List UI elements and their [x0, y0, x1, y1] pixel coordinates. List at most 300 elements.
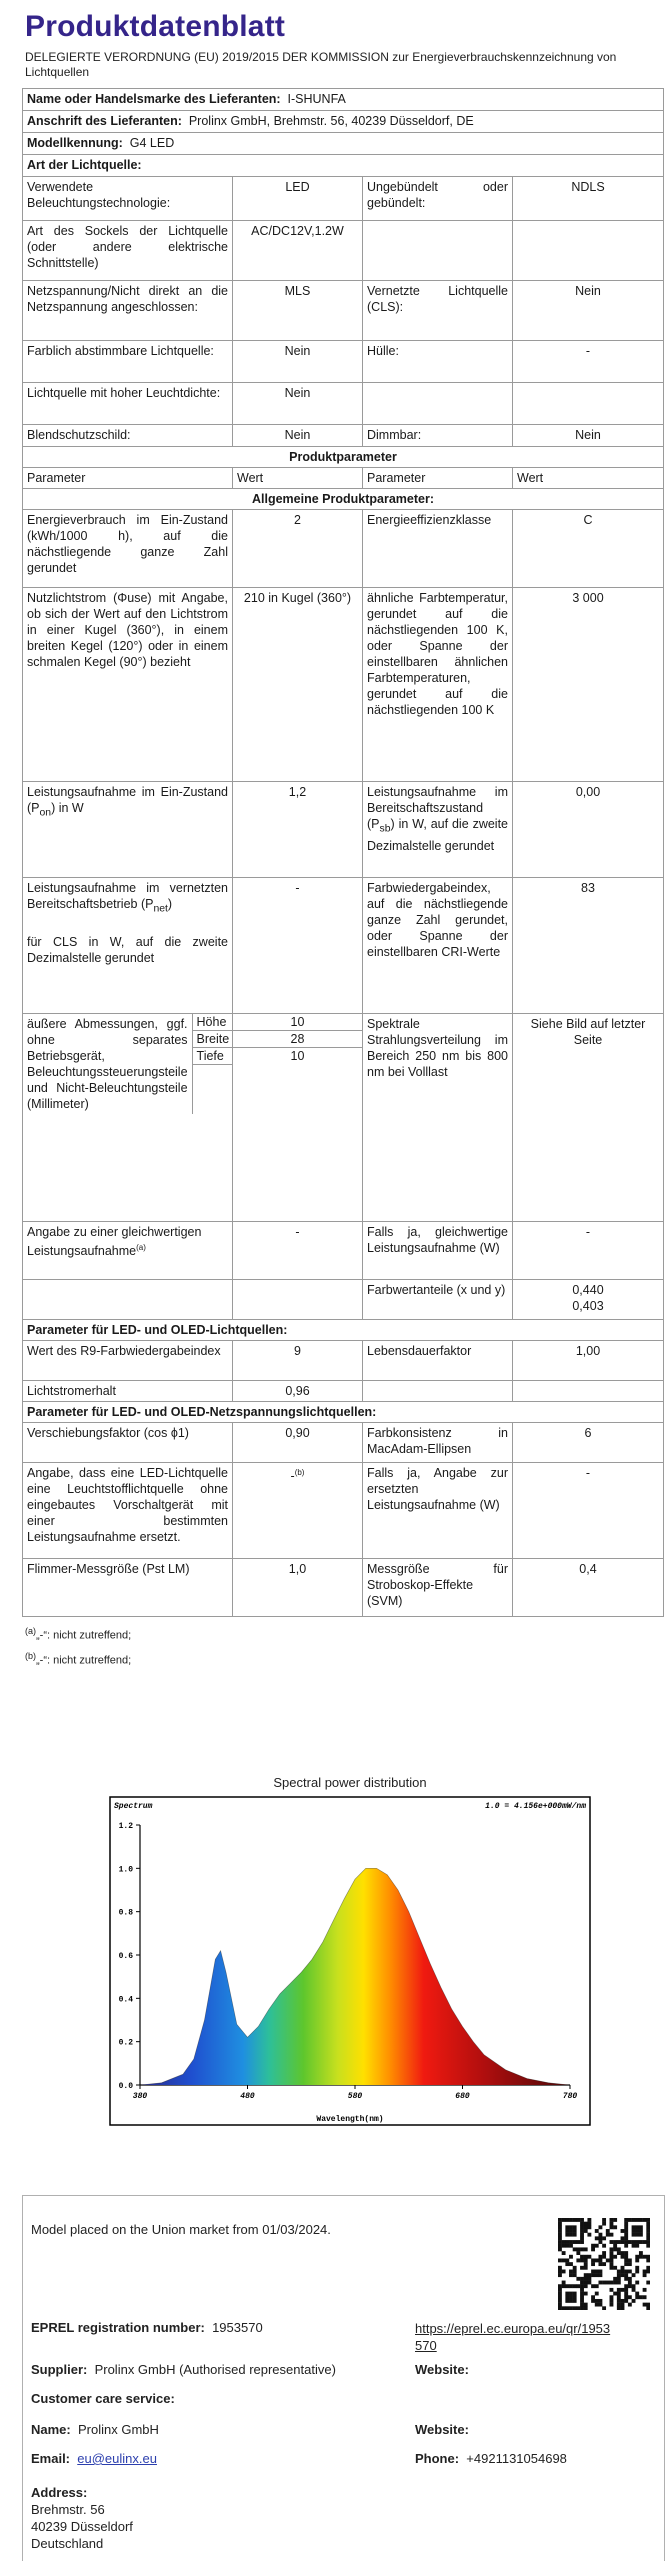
qr-module [643, 2303, 647, 2307]
ls-cell: Nein [513, 425, 664, 447]
qr-module [580, 2299, 584, 2303]
param-cell: Siehe Bild auf letzter Seite [513, 1014, 664, 1222]
qr-module [580, 2247, 584, 2251]
mains-cell: Falls ja, Angabe zur ersetzten Leistungsaufnahme (W) [363, 1463, 513, 1559]
qr-module [628, 2240, 632, 2244]
qr-module [646, 2266, 650, 2270]
param-cell [233, 1280, 363, 1320]
led-cell: 9 [233, 1341, 363, 1381]
y-tick-label: 1.2 [118, 1822, 133, 1831]
qr-module [558, 2247, 562, 2251]
qr-module [576, 2251, 580, 2255]
qr-module [598, 2281, 602, 2285]
qr-module [621, 2273, 625, 2277]
qr-module [624, 2258, 628, 2262]
qr-module [591, 2247, 595, 2251]
qr-module [569, 2229, 573, 2233]
param-cell: 3 000 [513, 588, 664, 782]
qr-module [595, 2273, 599, 2277]
qr-module [573, 2266, 577, 2270]
ls-cell: Verwendete Beleuchtungstechnologie: [23, 177, 233, 221]
x-tick-label: 480 [240, 2092, 255, 2101]
mains-section: Parameter für LED- und OLED-Netzspannungslichtquellen: [23, 1402, 664, 1423]
qr-module [606, 2258, 610, 2262]
qr-module [628, 2281, 632, 2285]
qr-module [639, 2251, 643, 2255]
qr-module [643, 2288, 647, 2292]
qr-module [565, 2306, 569, 2310]
y-tick-label: 0.6 [118, 1952, 133, 1961]
qr-module [558, 2273, 562, 2277]
params-head: Parameter [23, 468, 233, 489]
customer-care-label: Customer care service: [31, 2391, 175, 2406]
qr-module [639, 2233, 643, 2237]
qr-module [624, 2236, 628, 2240]
qr-module [646, 2229, 650, 2233]
qr-module [621, 2236, 625, 2240]
website-label-2: Website: [415, 2422, 469, 2437]
qr-module [635, 2233, 639, 2237]
qr-module [621, 2229, 625, 2233]
qr-module [617, 2281, 621, 2285]
qr-module [610, 2218, 614, 2222]
qr-module [558, 2236, 562, 2240]
param-cell: - [233, 878, 363, 1014]
x-tick-label: 580 [347, 2092, 363, 2101]
qr-module [617, 2270, 621, 2274]
qr-module [635, 2281, 639, 2285]
qr-module [635, 2266, 639, 2270]
qr-module [591, 2244, 595, 2248]
qr-module [610, 2251, 614, 2255]
qr-module [569, 2244, 573, 2248]
qr-module [558, 2229, 562, 2233]
model-label: Modellkennung: [27, 136, 123, 150]
param-cell: Spektrale Strahlungsverteilung im Bereich 250 nm bis 800 nm bei Volllast [363, 1014, 513, 1222]
qr-module [646, 2236, 650, 2240]
qr-module [610, 2222, 614, 2226]
qr-module [580, 2240, 584, 2244]
qr-module [591, 2258, 595, 2262]
qr-module [635, 2255, 639, 2259]
qr-module [621, 2288, 625, 2292]
qr-module [602, 2236, 606, 2240]
qr-module [576, 2258, 580, 2262]
qr-module [591, 2270, 595, 2274]
qr-module [580, 2281, 584, 2285]
qr-module [558, 2303, 562, 2307]
qr-module [624, 2233, 628, 2237]
qr-module [635, 2258, 639, 2262]
qr-module [580, 2295, 584, 2299]
led-cell [513, 1381, 664, 1402]
params-head: Wert [233, 468, 363, 489]
ls-cell: NDLS [513, 177, 664, 221]
qr-module [598, 2225, 602, 2229]
ls-cell: Netzspannung/Nicht direkt an die Netzspannung angeschlossen: [23, 281, 233, 341]
ls-cell: Hülle: [363, 341, 513, 383]
y-tick-label: 0.0 [118, 2082, 133, 2091]
ls-cell [363, 383, 513, 425]
qr-module [584, 2277, 588, 2281]
qr-module [580, 2236, 584, 2240]
qr-module [646, 2258, 650, 2262]
qr-module [613, 2292, 617, 2296]
qr-module [632, 2284, 636, 2288]
mains-cell: Farbkonsistenz in MacAdam-Ellipsen [363, 1423, 513, 1463]
led-cell: 1,00 [513, 1341, 664, 1381]
qr-module [621, 2255, 625, 2259]
qr-module [584, 2229, 588, 2233]
qr-module [632, 2299, 636, 2303]
qr-module [569, 2273, 573, 2277]
ls-cell [513, 383, 664, 425]
qr-module [587, 2281, 591, 2285]
qr-module [562, 2306, 566, 2310]
qr-module [617, 2306, 621, 2310]
qr-module [558, 2306, 562, 2310]
qr-module [584, 2255, 588, 2259]
qr-module [635, 2295, 639, 2299]
qr-module [595, 2284, 599, 2288]
qr-module [562, 2240, 566, 2244]
qr-module [624, 2299, 628, 2303]
qr-module [558, 2233, 562, 2237]
qr-module [595, 2303, 599, 2307]
qr-module [569, 2255, 573, 2259]
qr-module [591, 2262, 595, 2266]
qr-module [580, 2229, 584, 2233]
qr-module [584, 2262, 588, 2266]
qr-module [646, 2233, 650, 2237]
qr-module [628, 2258, 632, 2262]
param-cell: Leistungsaufnahme im Bereitschaftszustand $(P_{sb})$ in W, auf die zweite Dezimalstelle gerundet [363, 782, 513, 878]
qr-module [635, 2240, 639, 2244]
qr-module [595, 2236, 599, 2240]
qr-module [610, 2225, 614, 2229]
supplier-table [22, 88, 664, 1617]
model-row [23, 133, 664, 155]
qr-module [587, 2222, 591, 2226]
qr-module [610, 2255, 614, 2259]
qr-module [624, 2292, 628, 2296]
qr-module [646, 2281, 650, 2285]
qr-module [598, 2303, 602, 2307]
supplier-address-row [23, 111, 664, 133]
qr-module [562, 2281, 566, 2285]
qr-module [573, 2295, 577, 2299]
qr-module [573, 2306, 577, 2310]
qr-module [565, 2233, 569, 2237]
param-cell: Energieverbrauch im Ein-Zustand (kWh/1000 h), auf die nächstliegende ganze Zahl gerundet [23, 510, 233, 588]
mains-cell: Messgröße für Stroboskop-Effekte (SVM) [363, 1559, 513, 1617]
qr-module [624, 2288, 628, 2292]
qr-module [595, 2244, 599, 2248]
address-block: Address: Brehmstr. 56 40239 Düsseldorf Deutschland [31, 2485, 133, 2551]
qr-module [598, 2262, 602, 2266]
eprel-link[interactable]: https://eprel.ec.europa.eu/qr/1953570 [415, 2321, 611, 2353]
mains-cell: Angabe, dass eine LED-Lichtquelle eine Leuchtstofflichtquelle ohne eingebautes Vorschaltgerät mit einer bestimmten Leistungsaufnahme ersetzt. [23, 1463, 233, 1559]
qr-module [610, 2266, 614, 2270]
qr-module [569, 2292, 573, 2296]
qr-module [565, 2225, 569, 2229]
qr-module [598, 2270, 602, 2274]
qr-module [569, 2306, 573, 2310]
ls-cell: Nein [233, 425, 363, 447]
supplier-name-label: Name oder Handelsmarke des Lieferanten: [27, 92, 281, 106]
params-head: Parameter [363, 468, 513, 489]
email-link[interactable]: eu@eulinx.eu [77, 2451, 157, 2466]
care-name-row: Name: Prolinx GmbH [31, 2422, 159, 2437]
qr-module [584, 2292, 588, 2296]
qr-module [617, 2299, 621, 2303]
qr-module [617, 2240, 621, 2244]
qr-module [643, 2240, 647, 2244]
qr-module [602, 2306, 606, 2310]
qr-module [610, 2288, 614, 2292]
qr-module [646, 2225, 650, 2229]
qr-code-icon[interactable] [558, 2218, 650, 2310]
dim-name: Höhe [193, 1014, 234, 1031]
x-tick-label: 680 [455, 2092, 470, 2101]
qr-module [595, 2299, 599, 2303]
qr-module [569, 2284, 573, 2288]
led-cell: Wert des R9-Farbwiedergabeindex [23, 1341, 233, 1381]
param-cell: 210 in Kugel (360°) [233, 588, 363, 782]
qr-module [565, 2229, 569, 2233]
qr-module [587, 2225, 591, 2229]
qr-module [558, 2288, 562, 2292]
qr-module [584, 2303, 588, 2307]
spectrum-chart [100, 1775, 600, 2135]
param-cell: 83 [513, 878, 664, 1014]
qr-module [621, 2306, 625, 2310]
qr-module [635, 2292, 639, 2296]
qr-module [635, 2270, 639, 2274]
qr-module [639, 2295, 643, 2299]
qr-module [606, 2233, 610, 2237]
param-cell: - [233, 1222, 363, 1280]
qr-module [584, 2284, 588, 2288]
qr-module [628, 2277, 632, 2281]
qr-module [602, 2251, 606, 2255]
qr-module [632, 2233, 636, 2237]
supplier-name-value: I-SHUNFA [287, 92, 346, 106]
chart-corner-label: Spectrum [114, 1802, 153, 1811]
qr-module [613, 2247, 617, 2251]
qr-module [580, 2288, 584, 2292]
x-tick-label: 780 [562, 2092, 578, 2101]
qr-module [587, 2233, 591, 2237]
qr-module [587, 2218, 591, 2222]
led-cell: Lebensdauerfaktor [363, 1341, 513, 1381]
qr-module [621, 2270, 625, 2274]
qr-module [632, 2229, 636, 2233]
qr-module [565, 2292, 569, 2296]
param-cell: - [513, 1222, 664, 1280]
qr-module [602, 2281, 606, 2285]
qr-module [621, 2303, 625, 2307]
qr-module [610, 2247, 614, 2251]
param-cell: Falls ja, gleichwertige Leistungsaufnahme (W) [363, 1222, 513, 1280]
qr-module [598, 2258, 602, 2262]
qr-module [587, 2273, 591, 2277]
qr-module [573, 2299, 577, 2303]
chart-scale-note: 1.0 = 4.156e+000mW/nm [485, 1802, 586, 1811]
qr-module [610, 2262, 614, 2266]
ls-cell: Vernetzte Lichtquelle (CLS): [363, 281, 513, 341]
dim-value: 10 [233, 1014, 362, 1031]
qr-module [628, 2303, 632, 2307]
qr-module [639, 2240, 643, 2244]
param-cell: Angabe zu einer gleichwertigen Leistungsaufnahme$^{(a)}$ [23, 1222, 233, 1280]
qr-module [584, 2281, 588, 2285]
qr-module [628, 2262, 632, 2266]
footnote-b: $^{(b)}$„-“: nicht zutreffend; [25, 1650, 132, 1667]
qr-module [569, 2225, 573, 2229]
page-title: Produktdatenblatt [25, 10, 286, 43]
qr-module [569, 2240, 573, 2244]
dimensions-cell [23, 1014, 233, 1222]
ls-cell: Lichtquelle mit hoher Leuchtdichte: [23, 383, 233, 425]
qr-module [558, 2284, 562, 2288]
qr-module [595, 2258, 599, 2262]
qr-module [617, 2277, 621, 2281]
dimensions-label: äußere Abmessungen, ggf. ohne separates Betriebsgerät, Beleuchtungssteuerungsteile und Nicht-Beleuchtungsteile (Millimeter) [23, 1014, 192, 1114]
qr-module [628, 2295, 632, 2299]
chart-title: Spectral power distribution [273, 1775, 427, 1790]
qr-module [646, 2255, 650, 2259]
qr-module [587, 2255, 591, 2259]
qr-module [646, 2218, 650, 2222]
qr-module [617, 2247, 621, 2251]
qr-module [595, 2270, 599, 2274]
chart-xlabel: Wavelength(nm) [316, 2115, 384, 2124]
qr-module [565, 2258, 569, 2262]
qr-module [558, 2258, 562, 2262]
qr-module [617, 2251, 621, 2255]
ls-cell: Dimmbar: [363, 425, 513, 447]
qr-module [639, 2255, 643, 2259]
qr-module [598, 2236, 602, 2240]
qr-module [632, 2225, 636, 2229]
qr-module [573, 2273, 577, 2277]
qr-module [598, 2240, 602, 2244]
qr-module [558, 2266, 562, 2270]
param-cell: 0,00 [513, 782, 664, 878]
y-tick-label: 0.2 [118, 2038, 133, 2048]
qr-module [624, 2251, 628, 2255]
qr-module [617, 2292, 621, 2296]
qr-module [602, 2244, 606, 2248]
qr-module [613, 2277, 617, 2281]
qr-module [580, 2218, 584, 2222]
qr-module [602, 2262, 606, 2266]
qr-module [591, 2284, 595, 2288]
qr-module [602, 2222, 606, 2226]
datasheet [22, 10, 663, 1670]
supplier-address-value: Prolinx GmbH, Brehmstr. 56, 40239 Düsseldorf, DE [188, 114, 474, 128]
param-cell: ähnliche Farbtemperatur, gerundet auf die nächstliegenden 100 K, oder Spanne der einstellbaren ähnlichen Farbtemperaturen, gerundet auf die nächstliegenden 100 K [363, 588, 513, 782]
ls-cell: MLS [233, 281, 363, 341]
qr-module [565, 2218, 569, 2222]
qr-module [610, 2281, 614, 2285]
qr-module [580, 2233, 584, 2237]
ls-cell: AC/DC12V,1.2W [233, 221, 363, 281]
ls-cell [363, 221, 513, 281]
ls-cell: Nein [513, 281, 664, 341]
qr-module [632, 2218, 636, 2222]
qr-module [613, 2255, 617, 2259]
qr-module [558, 2240, 562, 2244]
eprel-row: EPREL registration number: 1953570 [31, 2320, 263, 2335]
qr-module [580, 2306, 584, 2310]
qr-module [613, 2218, 617, 2222]
param-cell: Energieeffizienzklasse [363, 510, 513, 588]
qr-module [558, 2295, 562, 2299]
qr-module [643, 2270, 647, 2274]
mains-cell: Flimmer-Messgröße (Pst LM) [23, 1559, 233, 1617]
qr-module [580, 2284, 584, 2288]
dim-value: 10 [290, 1049, 305, 1063]
qr-module [624, 2277, 628, 2281]
qr-module [569, 2218, 573, 2222]
qr-module [624, 2284, 628, 2288]
qr-module [613, 2244, 617, 2248]
y-tick-label: 1.0 [118, 1865, 133, 1875]
mains-cell: 0,90 [233, 1423, 363, 1463]
led-section: Parameter für LED- und OLED-Lichtquellen: [23, 1320, 664, 1341]
qr-module [643, 2218, 647, 2222]
product-params-section: Produktparameter [23, 447, 664, 468]
qr-module [580, 2303, 584, 2307]
mains-cell: -$^{(b)}$ [233, 1463, 363, 1559]
ls-cell: Art des Sockels der Lichtquelle (oder andere elektrische Schnittstelle) [23, 221, 233, 281]
qr-module [617, 2273, 621, 2277]
qr-module [562, 2251, 566, 2255]
qr-module [606, 2281, 610, 2285]
qr-module [591, 2273, 595, 2277]
qr-module [621, 2240, 625, 2244]
param-cell: 0,440 0,403 [513, 1280, 664, 1320]
mains-cell: 1,0 [233, 1559, 363, 1617]
qr-module [584, 2225, 588, 2229]
qr-module [580, 2292, 584, 2296]
qr-module [558, 2225, 562, 2229]
led-cell [363, 1381, 513, 1402]
qr-module [558, 2270, 562, 2274]
qr-module [646, 2303, 650, 2307]
qr-module [565, 2295, 569, 2299]
ls-cell [513, 221, 664, 281]
qr-module [584, 2258, 588, 2262]
qr-module [584, 2222, 588, 2226]
qr-module [624, 2244, 628, 2248]
param-cell: C [513, 510, 664, 588]
param-cell: Farbwertanteile (x und y) [363, 1280, 513, 1320]
qr-module [610, 2240, 614, 2244]
qr-module [624, 2273, 628, 2277]
param-cell: Farbwiedergabeindex, auf die nächstliegende ganze Zahl gerundet, oder Spanne der einstellbaren CRI-Werte [363, 878, 513, 1014]
footnotes [25, 1621, 663, 1670]
ls-cell: Nein [233, 383, 363, 425]
qr-module [565, 2262, 569, 2266]
qr-module [646, 2222, 650, 2226]
qr-module [573, 2240, 577, 2244]
qr-module [587, 2277, 591, 2281]
param-cell: 1,2 [233, 782, 363, 878]
led-cell: Lichtstromerhalt [23, 1381, 233, 1402]
